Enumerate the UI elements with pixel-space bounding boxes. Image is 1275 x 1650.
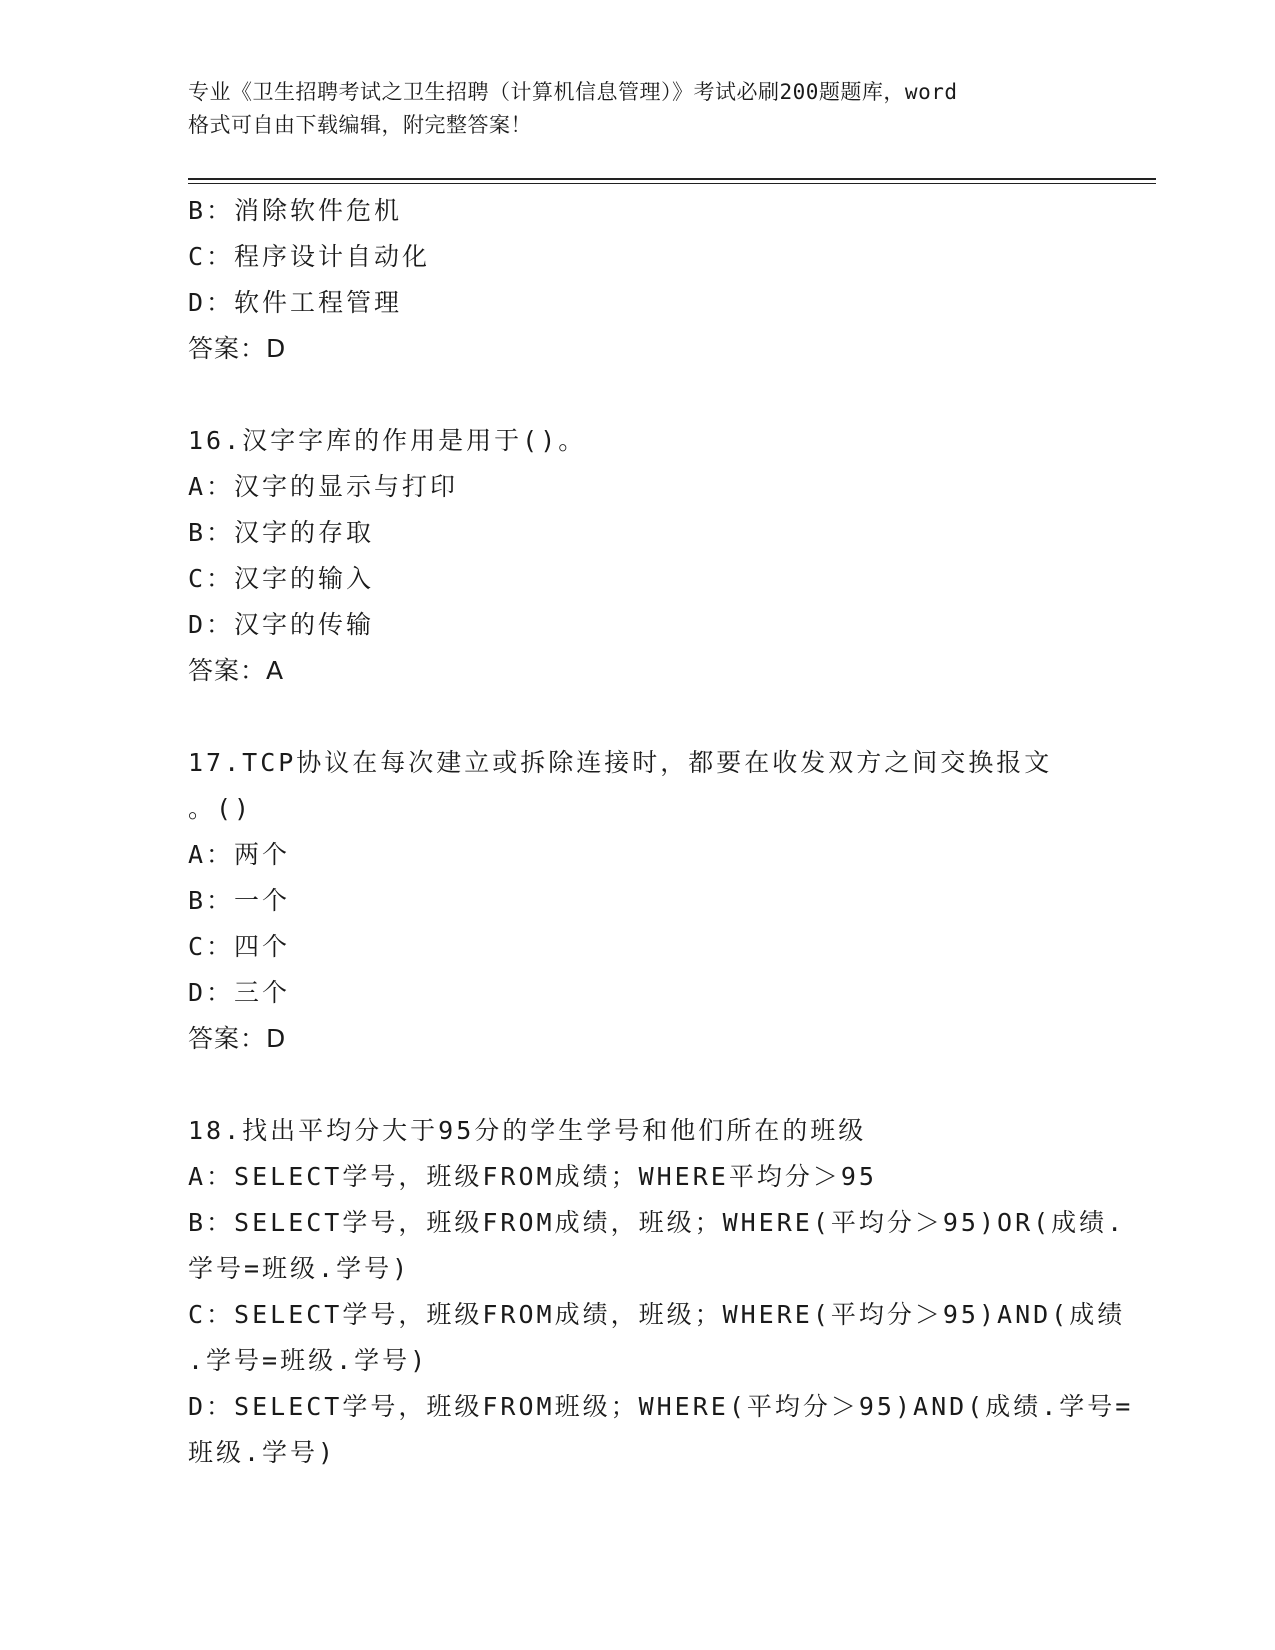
header-divider-thick xyxy=(188,178,1156,180)
question-stem-continued: 。() xyxy=(188,794,253,823)
answer-line: 答案：D xyxy=(188,1024,287,1053)
question-18 xyxy=(188,1108,1134,1476)
document-header xyxy=(188,76,1088,142)
header-line-1: 专业《卫生招聘考试之卫生招聘（计算机信息管理）》考试必刷200题题库，word xyxy=(188,80,958,104)
spacer xyxy=(188,372,1088,418)
option-c: C：程序设计自动化 xyxy=(188,242,431,271)
question-stem: 16.汉字字库的作用是用于()。 xyxy=(188,426,587,455)
option-a: A：两个 xyxy=(188,840,291,869)
header-line-2: 格式可自由下载编辑，附完整答案！ xyxy=(188,113,532,137)
spacer xyxy=(188,1062,1088,1108)
option-d: D：SELECT学号，班级FROM班级；WHERE(平均分＞95)AND(成绩.学号= xyxy=(188,1392,1134,1421)
option-c: C：SELECT学号，班级FROM成绩，班级；WHERE(平均分＞95)AND(成绩 xyxy=(188,1300,1126,1329)
option-b: B：消除软件危机 xyxy=(188,196,403,225)
question-stem: 17.TCP协议在每次建立或拆除连接时，都要在收发双方之间交换报文 xyxy=(188,748,1053,777)
option-b: B：SELECT学号，班级FROM成绩，班级；WHERE(平均分＞95)OR(成绩. xyxy=(188,1208,1126,1237)
question-list xyxy=(188,188,1134,1476)
option-d: D：三个 xyxy=(188,978,291,1007)
option-b: B：汉字的存取 xyxy=(188,518,375,547)
answer-line: 答案：D xyxy=(188,334,287,363)
option-c: C：汉字的输入 xyxy=(188,564,375,593)
option-a: A：汉字的显示与打印 xyxy=(188,472,459,501)
answer-line: 答案：A xyxy=(188,656,285,685)
option-c: C：四个 xyxy=(188,932,291,961)
spacer xyxy=(188,694,1088,740)
question-16 xyxy=(188,418,1088,694)
question-stem: 18.找出平均分大于95分的学生学号和他们所在的班级 xyxy=(188,1116,867,1145)
option-b-continued: 学号=班级.学号) xyxy=(188,1254,411,1283)
option-b: B：一个 xyxy=(188,886,291,915)
question-17 xyxy=(188,740,1088,1062)
option-d: D：汉字的传输 xyxy=(188,610,375,639)
option-d-continued: 班级.学号) xyxy=(188,1438,337,1467)
option-a: A：SELECT学号，班级FROM成绩；WHERE平均分＞95 xyxy=(188,1162,877,1191)
option-d: D：软件工程管理 xyxy=(188,288,403,317)
header-divider-thin xyxy=(188,183,1156,184)
question-15-continued xyxy=(188,188,1088,372)
option-c-continued: .学号=班级.学号) xyxy=(188,1346,429,1375)
